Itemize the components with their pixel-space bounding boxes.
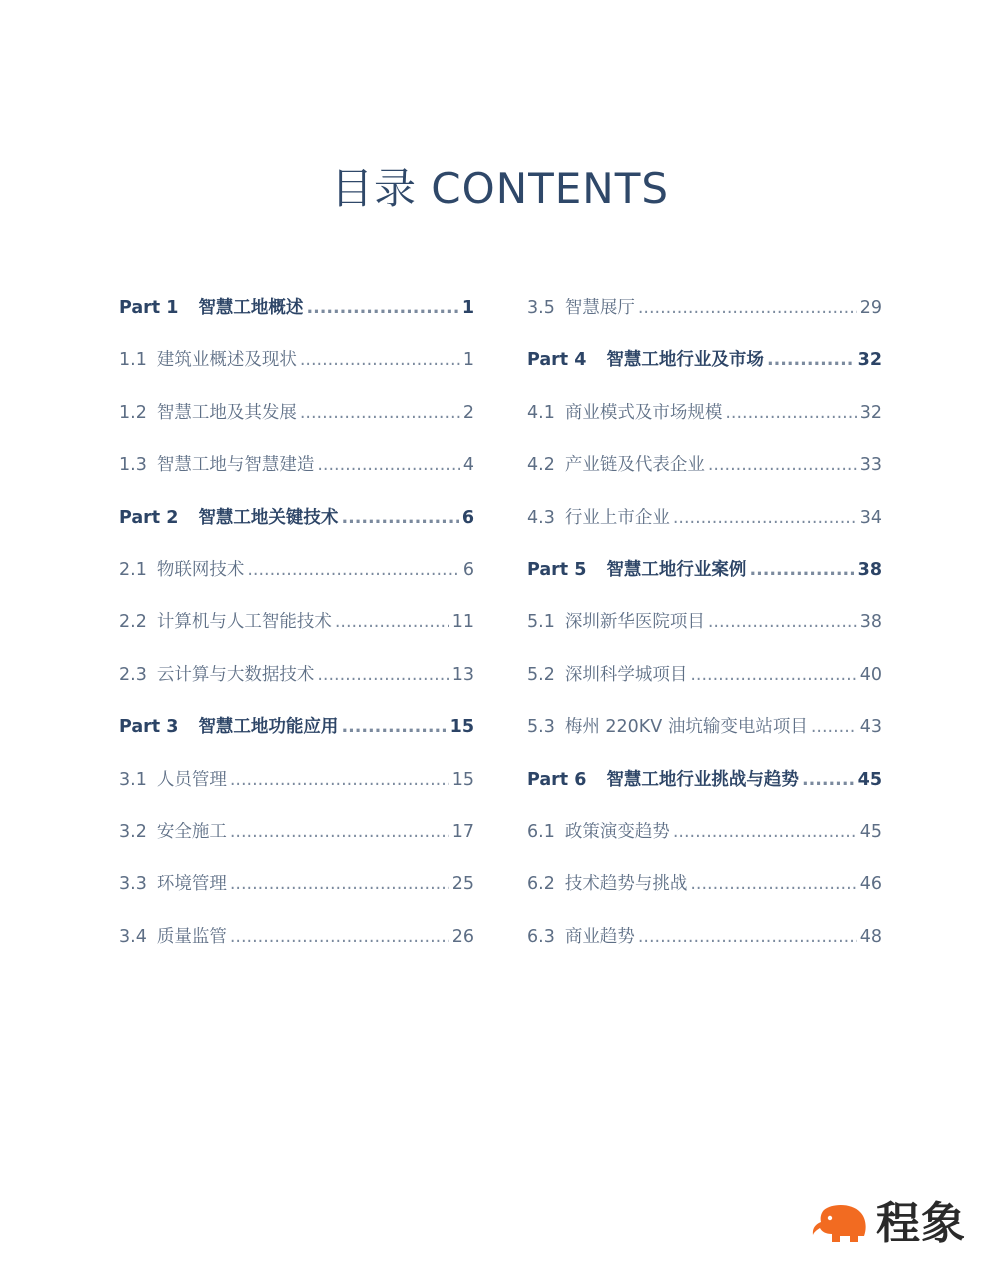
dot-leader [230, 762, 449, 798]
toc-entry-label: 行业上市企业 [564, 507, 670, 528]
toc-entry-label: 云计算与大数据技术 [156, 664, 315, 685]
dot-leader [811, 709, 857, 745]
toc-entry-number: 6.1 [527, 821, 555, 842]
toc-entry-page: 25 [451, 874, 474, 895]
toc-section-entry[interactable] [119, 762, 474, 814]
toc-section-entry[interactable] [119, 866, 474, 918]
toc-section-entry[interactable] [527, 709, 882, 761]
toc-entry-label: 智慧工地行业及市场 [606, 350, 764, 371]
toc-entry-label: 深圳科学城项目 [564, 664, 688, 685]
toc-entry-page: 40 [859, 664, 882, 685]
dot-leader [341, 500, 458, 536]
toc-part-entry[interactable] [119, 709, 474, 761]
toc-entry-number: Part 6 [527, 769, 587, 790]
toc-column-left [119, 290, 474, 971]
toc-section-entry[interactable] [527, 814, 882, 866]
toc-entry-page: 1 [462, 350, 474, 371]
toc-entry-number: 1.2 [119, 402, 147, 423]
toc-entry-number: 2.2 [119, 612, 147, 633]
toc-part-entry[interactable] [527, 552, 882, 604]
toc-entry-number: 4.1 [527, 402, 555, 423]
toc-entry-page: 26 [451, 926, 474, 947]
toc-entry-label: 物联网技术 [156, 559, 245, 580]
toc-entry-number: 3.1 [119, 769, 147, 790]
toc-entry-label: 产业链及代表企业 [564, 455, 705, 476]
dot-leader [673, 500, 857, 536]
toc-entry-page: 11 [451, 612, 474, 633]
toc-entry-page: 33 [859, 455, 882, 476]
toc-entry-page: 45 [857, 769, 882, 790]
elephant-icon [812, 1204, 870, 1244]
dot-leader [725, 395, 856, 431]
toc-section-entry[interactable] [119, 342, 474, 394]
toc-entry-number: Part 2 [119, 507, 179, 528]
dot-leader [300, 342, 460, 378]
toc-entry-page: 1 [461, 298, 474, 318]
toc-section-entry[interactable] [119, 552, 474, 604]
dot-leader [690, 866, 856, 902]
toc-section-entry[interactable] [527, 290, 882, 342]
toc-entry-number: 2.1 [119, 559, 147, 580]
dot-leader [317, 447, 460, 483]
dot-leader [673, 814, 857, 850]
dot-leader [247, 552, 460, 588]
toc-section-entry[interactable] [527, 395, 882, 447]
toc-section-entry[interactable] [119, 604, 474, 656]
dot-leader [638, 919, 857, 955]
page-title: 目录 CONTENTS [330, 164, 670, 213]
toc-entry-label: 智慧工地行业案例 [606, 559, 747, 580]
toc-column-right [527, 290, 882, 971]
dot-leader [230, 866, 449, 902]
toc-entry-page: 6 [462, 559, 474, 580]
toc-entry-number: 3.4 [119, 926, 147, 947]
dot-leader [708, 604, 857, 640]
toc-entry-page: 6 [461, 507, 474, 528]
toc-entry-page: 43 [859, 717, 882, 738]
toc-entry-page: 32 [857, 350, 882, 371]
toc-entry-number: Part 1 [119, 298, 179, 318]
toc-part-entry[interactable] [527, 762, 882, 814]
toc-entry-number: 6.3 [527, 926, 555, 947]
toc-entry-number: Part 4 [527, 350, 587, 371]
toc-entry-page: 38 [857, 559, 882, 580]
toc-entry-label: 梅州 220KV 油坑输变电站项目 [564, 717, 808, 738]
toc-entry-label: 智慧工地功能应用 [198, 717, 339, 738]
toc-entry-page: 32 [859, 402, 882, 423]
toc-entry-label: 智慧工地概述 [198, 298, 304, 318]
toc-entry-number: 3.2 [119, 821, 147, 842]
toc-section-entry[interactable] [527, 866, 882, 918]
toc-entry-label: 政策演变趋势 [564, 821, 670, 842]
toc-section-entry[interactable] [527, 500, 882, 552]
toc-section-entry[interactable] [527, 447, 882, 499]
toc-entry-label: 建筑业概述及现状 [156, 350, 297, 371]
toc-entry-label: 智慧展厅 [564, 298, 635, 318]
toc-entry-number: 5.3 [527, 717, 555, 738]
toc-entry-page: 34 [859, 507, 882, 528]
toc-entry-number: Part 5 [527, 559, 587, 580]
toc-entry-page: 29 [859, 298, 882, 318]
toc-section-entry[interactable] [119, 814, 474, 866]
toc-part-entry[interactable] [527, 342, 882, 394]
toc-section-entry[interactable] [527, 604, 882, 656]
toc-entry-number: 3.5 [527, 298, 555, 318]
toc-entry-number: 4.2 [527, 455, 555, 476]
toc-entry-page: 13 [451, 664, 474, 685]
toc-entry-label: 智慧工地及其发展 [156, 402, 297, 423]
toc-entry-page: 38 [859, 612, 882, 633]
dot-leader [230, 814, 449, 850]
toc-entry-label: 质量监管 [156, 926, 227, 947]
brand-name: 程象 [876, 1198, 966, 1249]
toc-entry-label: 技术趋势与挑战 [564, 874, 688, 895]
dot-leader [638, 290, 857, 326]
toc-entry-label: 智慧工地行业挑战与趋势 [606, 769, 799, 790]
toc-entry-number: 4.3 [527, 507, 555, 528]
toc-entry-label: 智慧工地与智慧建造 [156, 455, 315, 476]
dot-leader [749, 552, 854, 588]
toc-entry-number: 1.3 [119, 455, 147, 476]
toc-entry-number: 5.2 [527, 664, 555, 685]
toc-section-entry[interactable] [527, 657, 882, 709]
toc-entry-page: 48 [859, 926, 882, 947]
toc-section-entry[interactable] [119, 919, 474, 971]
toc-part-entry[interactable] [119, 500, 474, 552]
toc-entry-number: Part 3 [119, 717, 179, 738]
toc-entry-label: 安全施工 [156, 821, 227, 842]
dot-leader [341, 709, 446, 745]
toc-entry-label: 人员管理 [156, 769, 227, 790]
toc-entry-number: 1.1 [119, 350, 147, 371]
toc-entry-number: 2.3 [119, 664, 147, 685]
toc-section-entry[interactable] [119, 657, 474, 709]
toc-entry-label: 智慧工地关键技术 [198, 507, 339, 528]
toc-section-entry[interactable] [119, 447, 474, 499]
toc-section-entry[interactable] [119, 395, 474, 447]
toc-entry-number: 5.1 [527, 612, 555, 633]
toc-entry-page: 15 [451, 769, 474, 790]
dot-leader [230, 919, 449, 955]
dot-leader [708, 447, 857, 483]
toc-entry-label: 深圳新华医院项目 [564, 612, 705, 633]
toc-entry-page: 2 [462, 402, 474, 423]
toc-entry-page: 4 [462, 455, 474, 476]
dot-leader [767, 342, 855, 378]
toc-part-entry[interactable] [119, 290, 474, 342]
toc-entry-page: 45 [859, 821, 882, 842]
toc-entry-label: 环境管理 [156, 874, 227, 895]
toc-entry-label: 计算机与人工智能技术 [156, 612, 332, 633]
dot-leader [802, 762, 855, 798]
toc-entry-label: 商业趋势 [564, 926, 635, 947]
dot-leader [317, 657, 448, 693]
toc-entry-number: 6.2 [527, 874, 555, 895]
dot-leader [306, 290, 458, 326]
dot-leader [690, 657, 856, 693]
toc-entry-page: 46 [859, 874, 882, 895]
toc-section-entry[interactable] [527, 919, 882, 971]
dot-leader [335, 604, 449, 640]
toc-entry-page: 17 [451, 821, 474, 842]
brand-logo [812, 1198, 966, 1250]
toc-entry-number: 3.3 [119, 874, 147, 895]
toc-entry-page: 15 [449, 717, 474, 738]
dot-leader [300, 395, 460, 431]
toc-entry-label: 商业模式及市场规模 [564, 402, 723, 423]
